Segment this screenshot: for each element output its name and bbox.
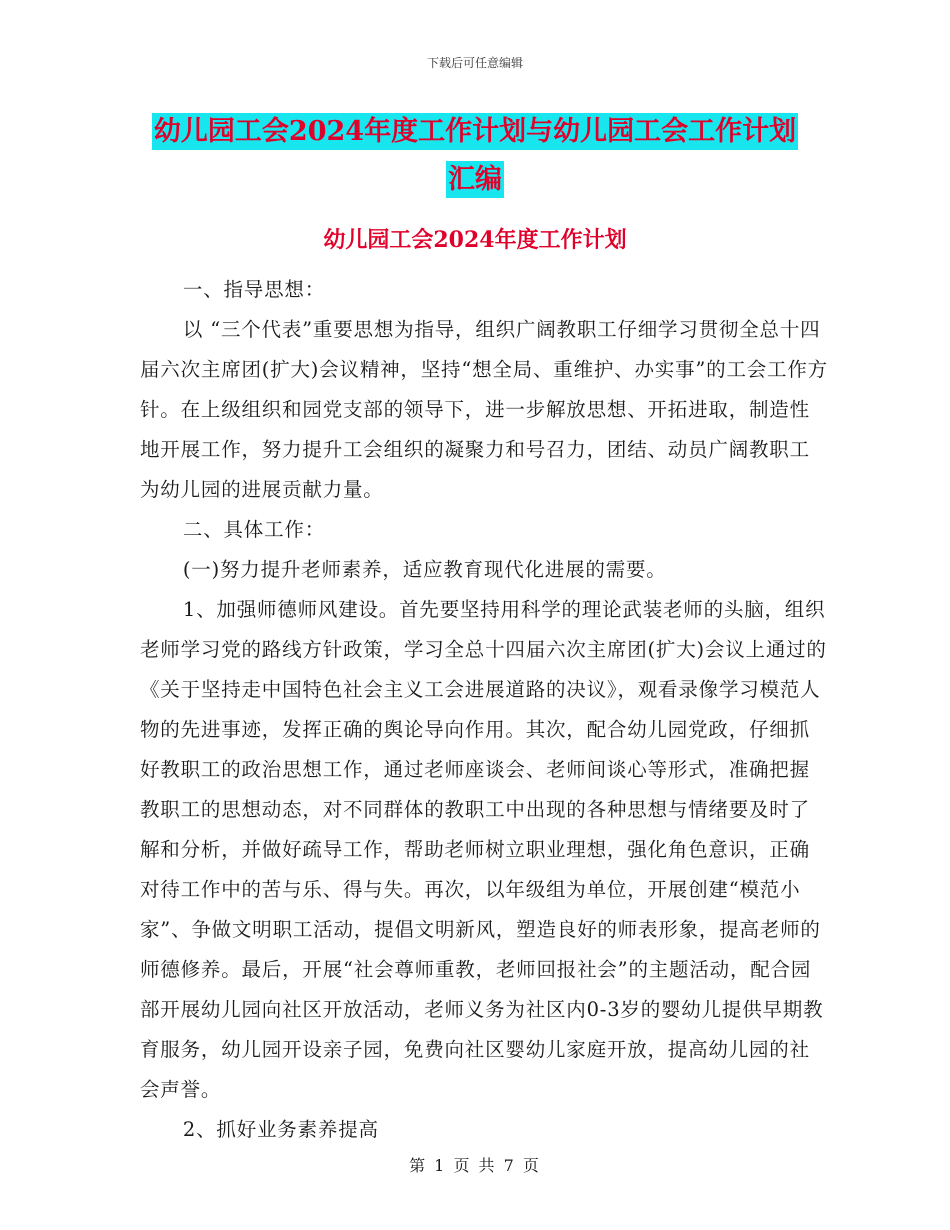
heading-guiding-ideology: 一、指导思想：	[182, 278, 325, 301]
body-text	[140, 270, 830, 1150]
subheading-teacher-quality: (一)努力提升老师素养，适应教育现代化进展的需要。	[182, 558, 667, 581]
header-note: 下载后可任意编辑	[426, 56, 523, 70]
item-professional-quality: 2、抓好业务素养提高	[182, 1118, 379, 1141]
document-title	[60, 108, 890, 204]
page-footer: 第 1 页 共 7 页	[409, 1156, 541, 1175]
section-title: 幼儿园工会2024年度工作计划	[323, 227, 627, 253]
title-line-2: 汇编	[446, 161, 504, 198]
paragraph-ethics-building: 1、加强师德师风建设。首先要坚持用科学的理论武装老师的头脑，组织老师学习党的路线方针政策，学习全总十四届六次主席团(扩大)会议上通过的《关于坚持走中国特色社会主义工会进展道路的决议》，观看录像学习模范人物的先进事迹，发挥正确的舆论导向作用。其次，配合幼儿园党政，仔细抓好教职工的政治思想工作，通过老师座谈会、老师间谈心等形式，准确把握教职工的思想动态，对不同群体的教职工中出现的各种思想与情绪要及时了解和分析，并做好疏导工作，帮助老师树立职业理想，强化角色意识，正确对待工作中的苦与乐、得与失。再次，以年级组为单位，开展创建“模范小家”、争做文明职工活动，提倡文明新风，塑造良好的师表形象，提高老师的师德修养。最后，开展“社会尊师重教，老师回报社会”的主题活动，配合园部开展幼儿园向社区开放活动，老师义务为社区内0-3岁的婴幼儿提供早期教育服务，幼儿园开设亲子园，免费向社区婴幼儿家庭开放，提高幼儿园的社会声誉。	[140, 598, 827, 1101]
title-line-1: 幼儿园工会2024年度工作计划与幼儿园工会工作计划	[152, 113, 798, 150]
paragraph-guiding-ideology: 以 “三个代表”重要思想为指导，组织广阔教职工仔细学习贯彻全总十四届六次主席团(扩大)会议精神，坚持“想全局、重维护、办实事”的工会工作方针。在上级组织和园党支部的领导下，进一步解放思想、开拓进取，制造性地开展工作，努力提升工会组织的凝聚力和号召力，团结、动员广阔教职工为幼儿园的进展贡献力量。	[140, 318, 828, 501]
heading-specific-work: 二、具体工作：	[182, 518, 325, 541]
